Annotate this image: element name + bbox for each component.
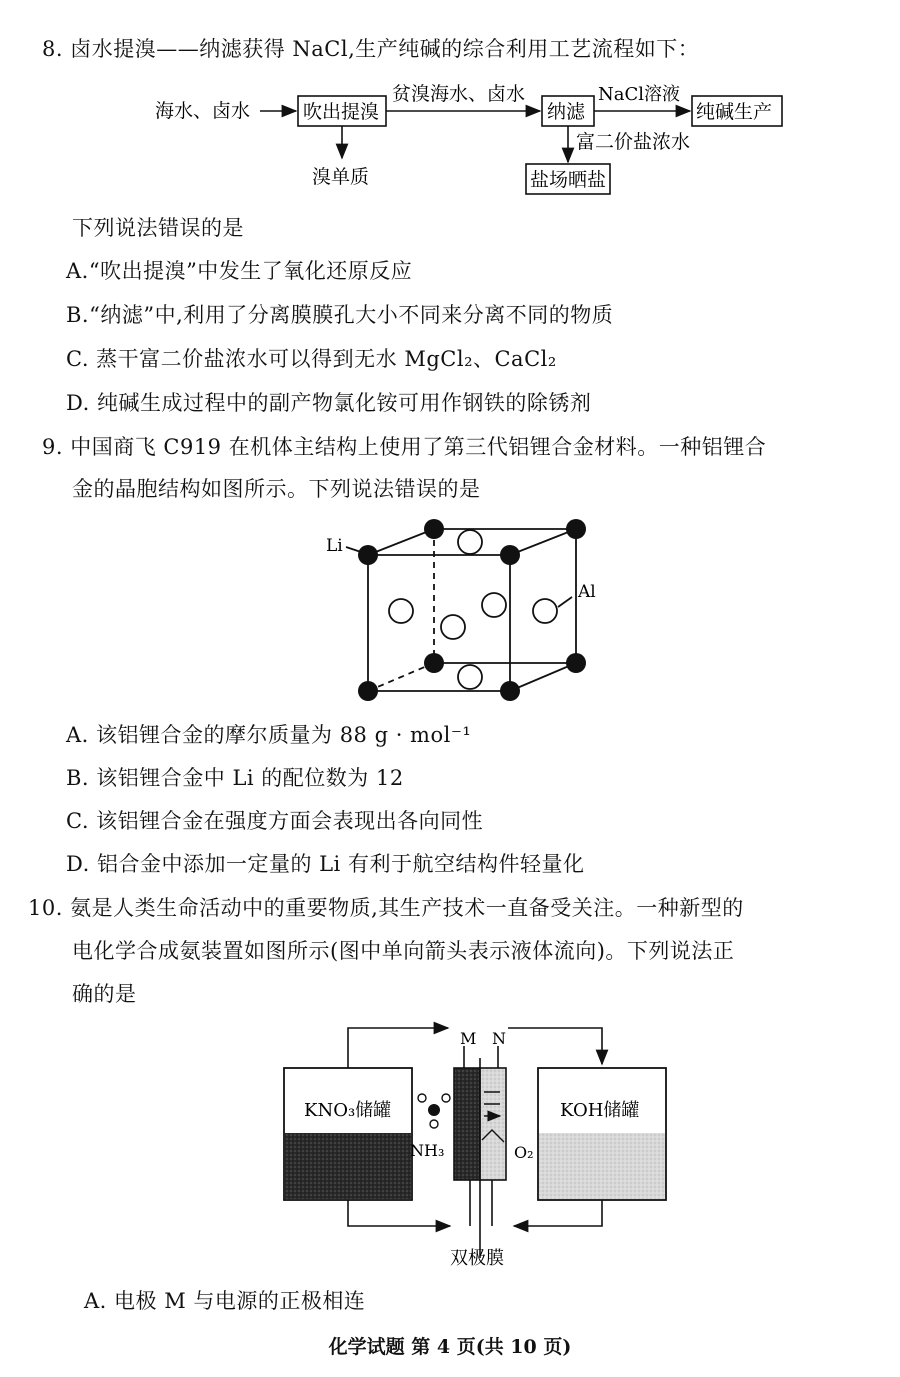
q9-option-a: A. 该铝锂合金的摩尔质量为 88 g · mol⁻¹ [66, 723, 472, 747]
al-atom [389, 599, 413, 623]
flow-input-label: 海水、卤水 [155, 100, 251, 122]
al-atom [458, 530, 482, 554]
flow-line-top-left [348, 1028, 448, 1068]
q10-option-a: A. 电极 M 与电源的正极相连 [84, 1289, 366, 1313]
tank-koh-label: KOH储罐 [560, 1100, 640, 1121]
al-atom [533, 599, 557, 623]
q10-stem-line1: 10. 氨是人类生命活动中的重要物质,其生产技术一直备受关注。一种新型的 [28, 896, 744, 920]
al-atom [458, 665, 482, 689]
q9-option-d: D. 铝合金中添加一定量的 Li 有利于航空结构件轻量化 [66, 852, 585, 876]
flow-line-bottom-right [514, 1200, 602, 1226]
li-atom [358, 545, 378, 565]
q10-stem-line3: 确的是 [72, 982, 137, 1006]
flow-box-soda-label: 纯碱生产 [696, 101, 773, 123]
q8-flow-diagram [150, 80, 800, 200]
ammonia-molecule-icon [418, 1094, 450, 1128]
q9-option-b: B. 该铝锂合金中 Li 的配位数为 12 [66, 766, 404, 790]
li-atom [358, 681, 378, 701]
flow-box-salt-label: 盐场晒盐 [530, 169, 607, 191]
q8-option-a: A.“吹出提溴”中发生了氧化还原反应 [66, 259, 413, 283]
flow-box-nano-label: 纳滤 [547, 101, 586, 123]
q10-stem-line2: 电化学合成氨装置如图所示(图中单向箭头表示液体流向)。下列说法正 [72, 939, 735, 963]
q9-stem-line1: 9. 中国商飞 C919 在机体主结构上使用了第三代铝锂合金材料。一种铝锂合 [42, 435, 767, 459]
q10-electrolysis-diagram [270, 1018, 690, 1278]
electrode-m-label: M [460, 1029, 477, 1048]
flow-rich-label: 富二价盐浓水 [576, 131, 691, 153]
q8-option-c: C. 蒸干富二价盐浓水可以得到无水 MgCl₂、CaCl₂ [66, 347, 557, 371]
li-atom [566, 653, 586, 673]
label-al: Al [578, 582, 596, 602]
flow-mid-label: 贫溴海水、卤水 [392, 83, 526, 105]
q9-stem-line2: 金的晶胞结构如图所示。下列说法错误的是 [72, 477, 481, 501]
q8-stem: 8. 卤水提溴——纳滤获得 NaCl,生产纯碱的综合利用工艺流程如下： [42, 37, 700, 61]
tank-kno3 [284, 1068, 412, 1200]
flow-box-blow-label: 吹出提溴 [303, 101, 380, 123]
flow-nacl-label: NaCl溶液 [598, 84, 681, 105]
li-atom [424, 653, 444, 673]
q8-option-b: B.“纳滤”中,利用了分离膜膜孔大小不同来分离不同的物质 [66, 303, 614, 327]
q9-unit-cell-diagram [320, 515, 620, 705]
flow-bromine-label: 溴单质 [312, 166, 370, 188]
li-atom [500, 545, 520, 565]
membrane-label: 双极膜 [450, 1248, 504, 1269]
electrolytic-cell [454, 1046, 506, 1258]
tank-koh [538, 1068, 666, 1200]
al-atom [441, 615, 465, 639]
o2-label: O₂ [514, 1143, 534, 1162]
li-atom [500, 681, 520, 701]
li-atom [566, 519, 586, 539]
q9-option-c: C. 该铝锂合金在强度方面会表现出各向同性 [66, 809, 484, 833]
q8-prompt: 下列说法错误的是 [72, 216, 244, 240]
al-atom [482, 593, 506, 617]
nh3-label: NH₃ [410, 1141, 445, 1160]
electrode-n-label: N [492, 1029, 506, 1048]
li-atom [424, 519, 444, 539]
label-li: Li [326, 536, 343, 556]
tank-kno3-label: KNO₃储罐 [304, 1100, 392, 1121]
q8-option-d: D. 纯碱生成过程中的副产物氯化铵可用作钢铁的除锈剂 [66, 391, 592, 415]
flow-line-bottom-left [348, 1200, 450, 1226]
page-footer: 化学试题 第 4 页(共 10 页) [328, 1336, 572, 1358]
flow-line-top-right [508, 1028, 602, 1064]
